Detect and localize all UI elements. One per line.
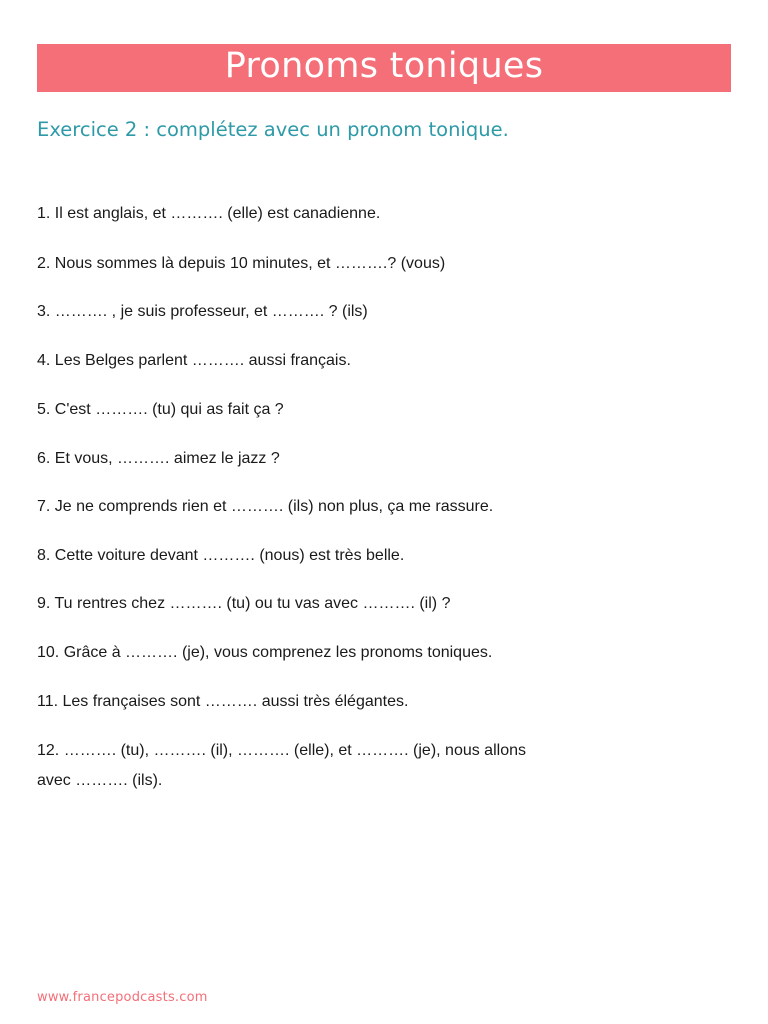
exercise-item-3: 3. ………. , je suis professeur, et ………. ? (ils) xyxy=(37,303,368,320)
exercise-item-8: 8. Cette voiture devant ………. (nous) est très belle. xyxy=(37,547,405,564)
exercise-item-6: 6. Et vous, ………. aimez le jazz ? xyxy=(37,450,280,467)
exercise-item-4: 4. Les Belges parlent ………. aussi français. xyxy=(37,352,351,369)
exercise-item-12-continuation: avec ………. (ils). xyxy=(37,772,163,789)
exercise-item-5: 5. C'est ………. (tu) qui as fait ça ? xyxy=(37,401,284,418)
page-title: Pronoms toniques xyxy=(224,46,544,86)
exercise-item-1: 1. Il est anglais, et ………. (elle) est canadienne. xyxy=(37,205,381,222)
exercise-item-9: 9. Tu rentres chez ………. (tu) ou tu vas avec ………. (il) ? xyxy=(37,595,451,612)
exercise-item-12: 12. ………. (tu), ………. (il), ………. (elle), et ………. (je), nous allons xyxy=(37,742,526,759)
footer-website: www.francepodcasts.com xyxy=(37,990,208,1005)
exercise-item-11: 11. Les françaises sont ………. aussi très élégantes. xyxy=(37,693,409,710)
exercise-instruction: Exercice 2 : complétez avec un pronom tonique. xyxy=(37,118,509,141)
exercise-item-2: 2. Nous sommes là depuis 10 minutes, et ……….? (vous) xyxy=(37,255,446,272)
exercise-item-10: 10. Grâce à ………. (je), vous comprenez les pronoms toniques. xyxy=(37,644,493,661)
exercise-item-7: 7. Je ne comprends rien et ………. (ils) non plus, ça me rassure. xyxy=(37,498,494,515)
title-banner xyxy=(37,44,731,92)
